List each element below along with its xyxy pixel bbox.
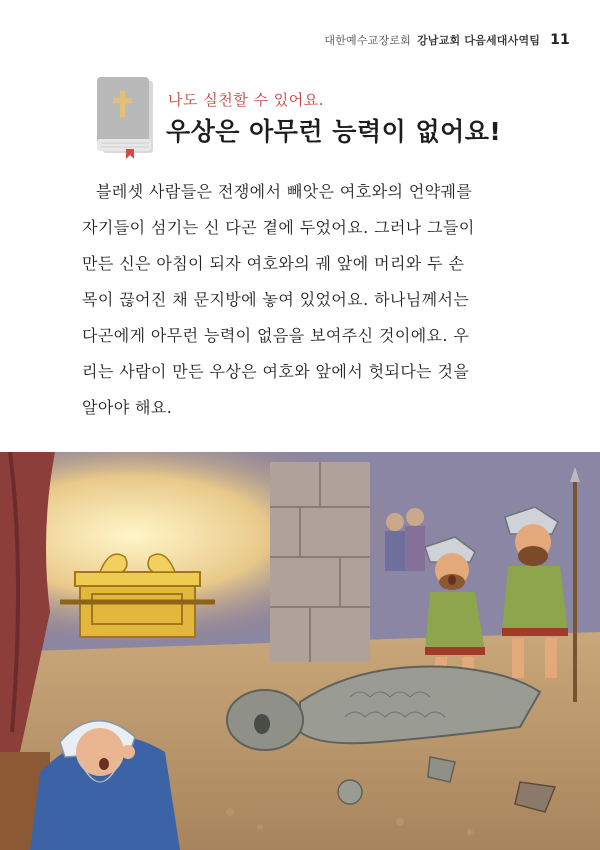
section-subtitle: 나도 실천할 수 있어요. [168,91,324,109]
bible-book-icon [93,75,155,160]
header-org: 대한예수교장로회 [324,34,411,47]
body-line: 다곤에게 아무런 능력이 없음을 보여주신 것이에요. 우 [82,326,470,345]
body-line: 자기들이 섬기는 신 다곤 곁에 두었어요. 그러나 그들이 [82,218,475,237]
page-number: 11 [550,32,570,48]
header-church: 강남교회 다음세대사역팀 [416,34,541,47]
dagon-fallen-illustration [0,452,600,850]
body-line: 알아야 해요. [82,398,173,417]
body-line: 블레셋 사람들은 전쟁에서 빼앗은 여호와의 언약궤를 [96,182,473,201]
body-line: 리는 사람이 만든 우상은 여호와 앞에서 헛되다는 것을 [82,362,470,381]
body-paragraph [82,174,522,426]
body-line: 만든 신은 아침이 되자 여호와의 궤 앞에 머리와 두 손 [82,254,465,273]
page-header [324,32,570,48]
section-title: 우상은 아무런 능력이 없어요! [166,117,502,146]
body-line: 목이 끊어진 채 문지방에 놓여 있었어요. 하나님께서는 [82,290,470,309]
